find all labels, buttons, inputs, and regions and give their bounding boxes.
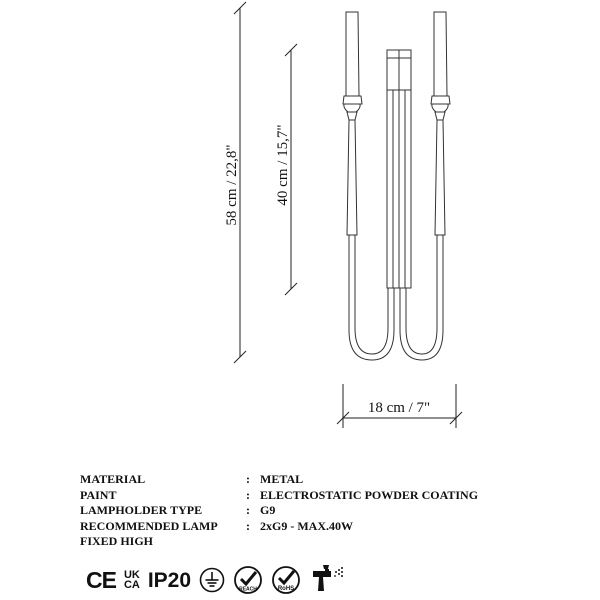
spec-value: 2xG9 - MAX.40W: [260, 518, 353, 533]
spec-value: G9: [260, 503, 276, 517]
spray-gun-icon: [309, 565, 345, 595]
spec-separator: [246, 534, 260, 550]
ukca-top: UK: [123, 569, 140, 581]
spec-separator: :: [246, 503, 250, 517]
spec-row: [80, 503, 478, 519]
wall-lamp-drawing: [343, 12, 450, 360]
spec-row: [80, 488, 478, 504]
ce-mark-icon: CE: [86, 566, 116, 593]
spec-separator: :: [246, 487, 250, 502]
spec-value: ELECTROSTATIC POWDER COATING: [260, 487, 479, 502]
dimension-label-total-height: 58 cm / 22,8": [224, 144, 240, 226]
spec-label: RECOMMENDED LAMP: [80, 518, 218, 533]
dimension-label-width: 18 cm / 7": [367, 400, 431, 416]
reach-check-icon: [233, 565, 263, 595]
spec-value: METAL: [260, 472, 304, 486]
dimension-label-body-height: 40 cm / 15,7": [275, 124, 291, 206]
spec-label: LAMPHOLDER TYPE: [80, 503, 203, 517]
ground-symbol-icon: [199, 567, 225, 593]
spec-row: [80, 534, 478, 550]
certification-marks: [86, 565, 345, 595]
ukca-mark-icon: [124, 570, 140, 590]
spec-separator: :: [246, 518, 250, 533]
rohs-check-icon: [271, 565, 301, 595]
spec-row: [80, 472, 478, 488]
rohs-label: RoHS: [277, 586, 295, 592]
spec-label: PAINT: [80, 487, 117, 502]
spec-label: FIXED HIGH: [80, 534, 154, 548]
reach-label: REACH: [239, 586, 257, 593]
ukca-bottom: CA: [123, 579, 140, 591]
ip20-rating-icon: IP20: [147, 568, 192, 592]
spec-label: MATERIAL: [80, 472, 146, 486]
spec-separator: :: [246, 472, 250, 486]
spec-table: [80, 472, 478, 550]
spec-row: [80, 519, 478, 535]
